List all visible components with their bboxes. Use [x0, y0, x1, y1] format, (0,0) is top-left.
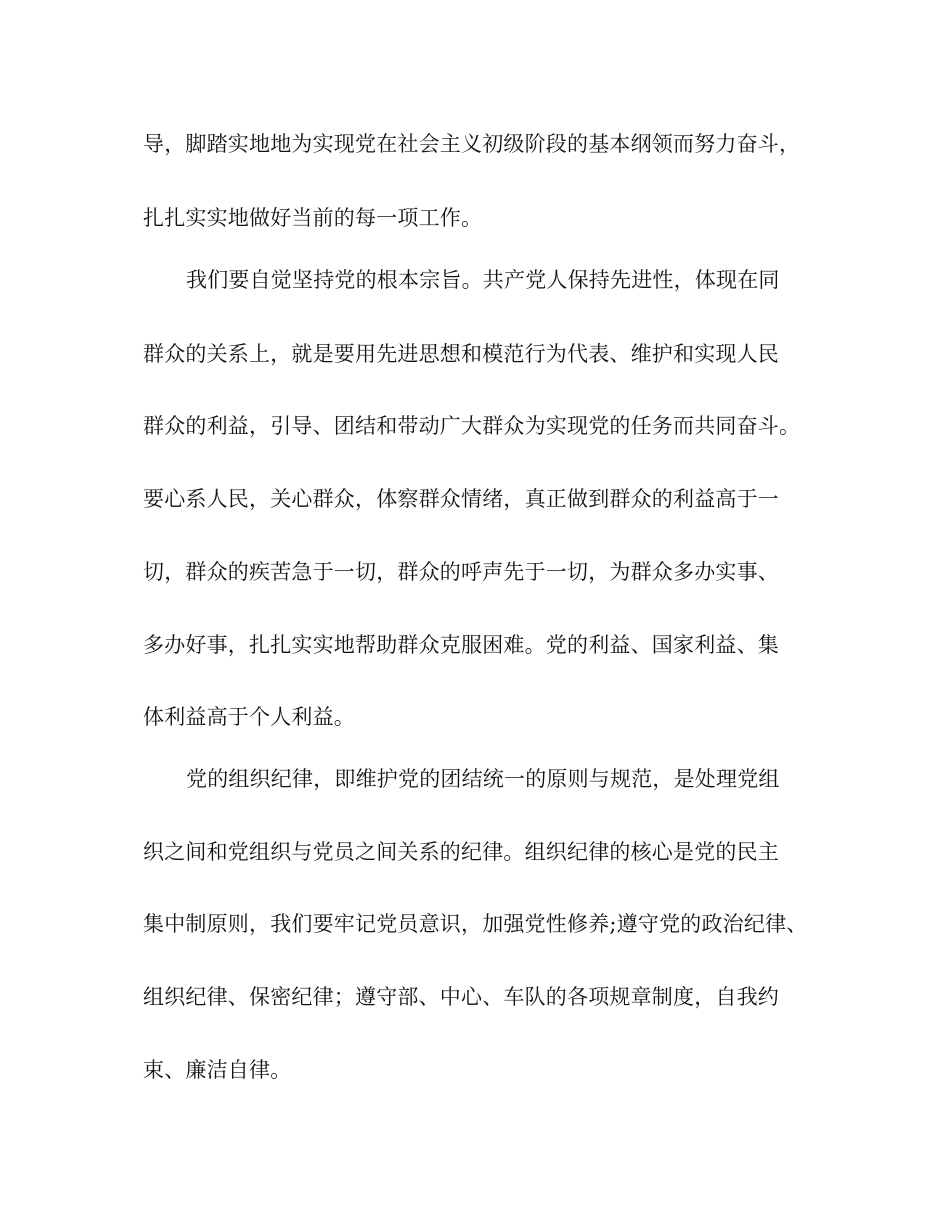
- text-line: 要心系人民，关心群众，体察群众情绪，真正做到群众的利益高于一: [143, 487, 779, 511]
- text-line: 群众的利益，引导、团结和带动广大群众为实现党的任务而共同奋斗。: [143, 414, 801, 438]
- text-line: 扎扎实实地做好当前的每一项工作。: [143, 206, 483, 230]
- text-line: 体利益高于个人利益。: [143, 705, 355, 729]
- text-line: 切，群众的疾苦急于一切，群众的呼声先于一切，为群众多办实事、: [143, 560, 779, 584]
- paragraph-start-line: 党的组织纪律，即维护党的团结统一的原则与规范，是处理党组: [186, 767, 780, 791]
- text-line: 组织纪律、保密纪律；遵守部、中心、车队的各项规章制度，自我约: [143, 985, 779, 1009]
- text-line: 多办好事，扎扎实实地帮助群众克服困难。党的利益、国家利益、集: [143, 633, 779, 657]
- text-line: 集中制原则，我们要牢记党员意识，加强党性修养;遵守党的政治纪律、: [143, 912, 808, 936]
- text-line: 群众的关系上，就是要用先进思想和模范行为代表、维护和实现人民: [143, 342, 779, 366]
- text-line: 织之间和党组织与党员之间关系的纪律。组织纪律的核心是党的民主: [143, 840, 779, 864]
- text-line: 导，脚踏实地地为实现党在社会主义初级阶段的基本纲领而努力奋斗，: [143, 132, 801, 156]
- paragraph-start-line: 我们要自觉坚持党的根本宗旨。共产党人保持先进性，体现在同: [186, 268, 780, 292]
- text-line: 束、廉洁自律。: [143, 1058, 292, 1082]
